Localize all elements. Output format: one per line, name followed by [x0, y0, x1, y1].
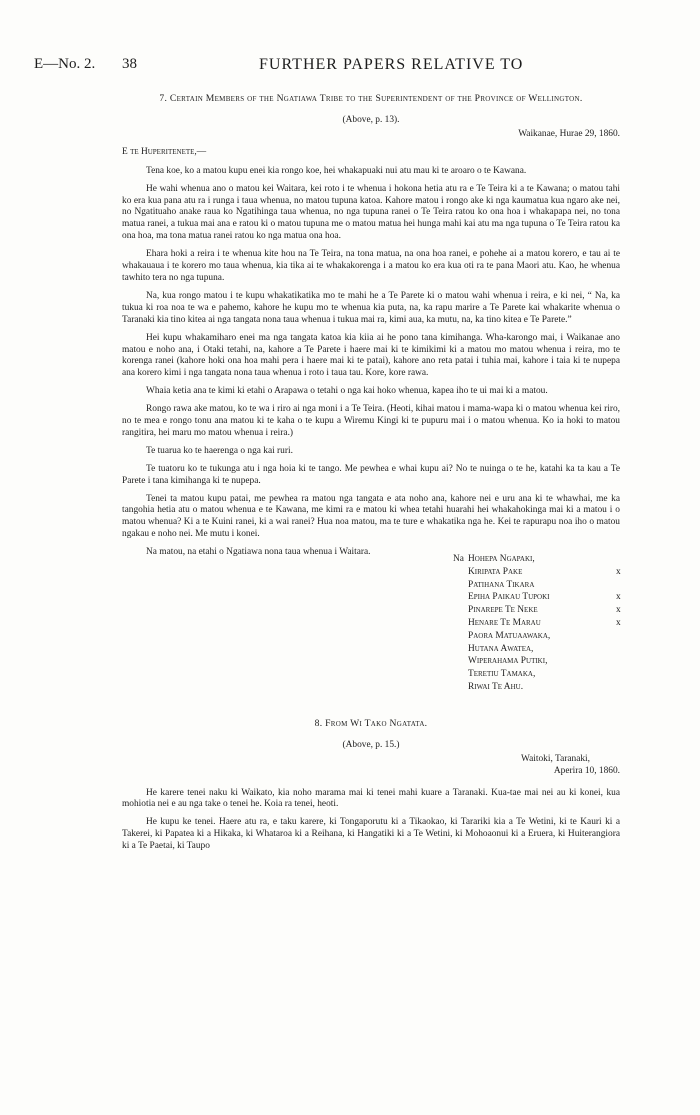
- section-7-letter: [122, 92, 620, 695]
- source-reference: (Above, p. 13).: [342, 115, 400, 125]
- signatory-list: [453, 554, 621, 695]
- signatory: Kiripata Pake x: [468, 566, 621, 577]
- signatory: Hohepa Ngapaki,: [468, 554, 535, 565]
- paragraph: Na, kua rongo matou i te kupu whakatikatika mo te mahi he a Te Parete ki o matou wahi whenua i reira, e ki nei, “ Na, ka tukua ki roa noa te wa e pahemo, kahore he kupu mo te whenua kia puta, na, ka rapu marire a Te Parete kai whakarite whenua o Taranaki kia tino kitea ai nga tangata nona taua whenua i tukua mai ra, kimi aua, ka mutu, na, ka tino kitea e Te Parete.”: [122, 290, 620, 325]
- place: Waitoki, Taranaki,: [521, 753, 590, 764]
- paragraph: Hei kupu whakamiharo enei ma nga tangata katoa kia kiia ai he pono tana kimihanga. Wha-karongo mai, i Waikanae ano matou e noho ana, i Otaki tetahi, na, kahore a Te Parete i haere mai ki te kimikimi ki a matou mo matou whenua i reira, mo te korenga ranei (kahore hoki ona hoa mahi pera i haere mai ki te patai), kahore ano reta patai i tuhia mai, kahore i taia ki te nupepa ana korero kimi i nga tangata nona taua whenua i roto i taua tau. Kore, kore rawa.: [122, 332, 620, 379]
- section-title: 8. From Wi Tako Ngatata.: [314, 717, 428, 729]
- signatory: Pinarepe Te Neke x: [468, 605, 621, 616]
- paragraph: Rongo rawa ake matou, ko te wa i riro ai nga moni i a Te Teira. (Heoti, kihai matou i mama-wapa ki o matou whenua kei riro, no te mea e rongo tonu ana matou ki te kaha o te kupu a Wiremu Kingi ki te pupuru mai i o matou whenua. Ko ia hoki to matou rangitira, hei maru mo matou whenua i reira.): [122, 404, 620, 438]
- running-title: FURTHER PAPERS RELATIVE TO: [259, 56, 524, 73]
- paragraph: Te tuarua ko te haerenga o nga kai ruri.: [146, 445, 293, 456]
- paragraph: Whaia ketia ana te kimi ki etahi o Arapawa o tetahi o nga kai hoko whenua, kapea iho te ui mai ki a matou.: [146, 386, 548, 397]
- page-content: [122, 92, 620, 859]
- paragraph: Tena koe, ko a matou kupu enei kia rongo koe, hei whakapuaki nui atu mau ki te aroaro o te Kawana.: [146, 165, 527, 176]
- signature-mark: x: [616, 618, 621, 629]
- paragraph: Tenei ta matou kupu patai, me pewhea ra matou nga tangata e ata noho ana, kahore nei e uru ana ki te whawhai, me ka tangohia hetia atu o matou whenua e te Kawana, me kimi ra e matou ki whea tetahi huarahi hei whakahokinga mai ki a matou i o matou whenua? Ki a te Kuini ranei, ki a wai ranei? Hua noa matou, ma te ture e whakatika nga he. Kei te rapurapu noa iho o matou ngakau e noho nei. Me mutu i konei.: [122, 493, 620, 540]
- signatory-lead: Na: [453, 554, 464, 565]
- page-number: 38: [122, 56, 137, 72]
- signature-mark: x: [616, 605, 621, 616]
- signature-mark: x: [616, 566, 621, 577]
- section-title: 7. Certain Members of the Ngatiawa Tribe to the Superintendent of the Province of Wellington.: [159, 93, 583, 104]
- paragraph: He kupu ke tenei. Haere atu ra, e taku karere, ki Tongaporutu ki a Tikaokao, ki Tarariki kia a Te Wetini, ki te Kauri ki a Takerei, ki Papatea ki a Hikaka, ki Whataroa ki a Reihana, ki Hangatiki ki a Te Wetini, ki Mohoaonui ki a Eruera, ki Huiterangiora ki a Te Paetai, ki Taupo: [122, 817, 620, 852]
- paragraph: He karere tenei naku ki Waikato, kia noho marama mai ki tenei mahi kuare a Taranaki. Kua-tae mai nei au ki konei, kua mohiotia nei e au nga take o tenei he. Koia ra tenei, heoti.: [122, 787, 620, 810]
- paragraph: Te tuatoru ko te tukunga atu i nga hoia ki te tango. Me pewhea e whai kupu ai? No te nuinga o te he, katahi ka ta kau a Te Parete i tana kimihanga ki te nupepa.: [122, 463, 620, 486]
- signature-mark: x: [616, 592, 621, 603]
- signatory: Teretiu Tamaka,: [468, 669, 536, 680]
- place-date: Waikanae, Hurae 29, 1860.: [518, 128, 620, 139]
- salutation: E te Huperitenete,—: [122, 146, 207, 157]
- page-header: [34, 56, 670, 76]
- signatory: Epiha Paikau Tupoki x: [468, 592, 621, 603]
- section-8-letter: [122, 717, 620, 853]
- paragraph: Ehara hoki a reira i te whenua kite hou na Te Teira, na tona matua, na ona hoa ranei, e pohehe ai a matou korero, e tau ai te whakauaua i te korero mo taua whenua, kia tika ai te whakakorenga i a matou ko era kua oti ra te pana Maori atu. Kao, he whenua tawhito tera no nga tupuna.: [122, 249, 620, 283]
- signatory: Wiperahama Putiki,: [468, 656, 548, 667]
- source-reference: (Above, p. 15.): [342, 739, 400, 750]
- signatory: Hutana Awatea,: [468, 643, 534, 654]
- signatory: Paora Matuaawaka,: [468, 630, 551, 641]
- document-reference: E—No. 2.: [34, 56, 96, 72]
- date: Aperira 10, 1860.: [553, 765, 620, 776]
- closing-line: Na matou, na etahi o Ngatiawa nona taua whenua i Waitara.: [146, 547, 371, 558]
- signatory: Riwai Te Ahu.: [468, 682, 524, 693]
- paragraph: He wahi whenua ano o matou kei Waitara, kei roto i te whenua i hokona hetia atu ra e Te Teira ki a te Kawana; o matou tahi ko era kua pana atu ra i runga i taua whenua, no matou tupuna katoa. Kahore matou i rongo ake ki nga kaumatua kua ngaro ake nei, no Ngatituaho anake raua ko Ngatihinga taua whenua, no nga tupuna ranei o Te Teira ratou ko ona hoa i whakapapa nei, no tona matua ranei, a tukua mai ana e ratou ki o matou tupuna me o matou matua hei hunga mahi kai atu ma nga tupuna o Te Teira ratou ka ona hoa, ma tona matua ranei ratou ko nga matua ona hoa.: [122, 183, 620, 242]
- signatory: Patihana Tikara: [468, 579, 535, 590]
- signatory: Henare Te Marau x: [468, 618, 621, 629]
